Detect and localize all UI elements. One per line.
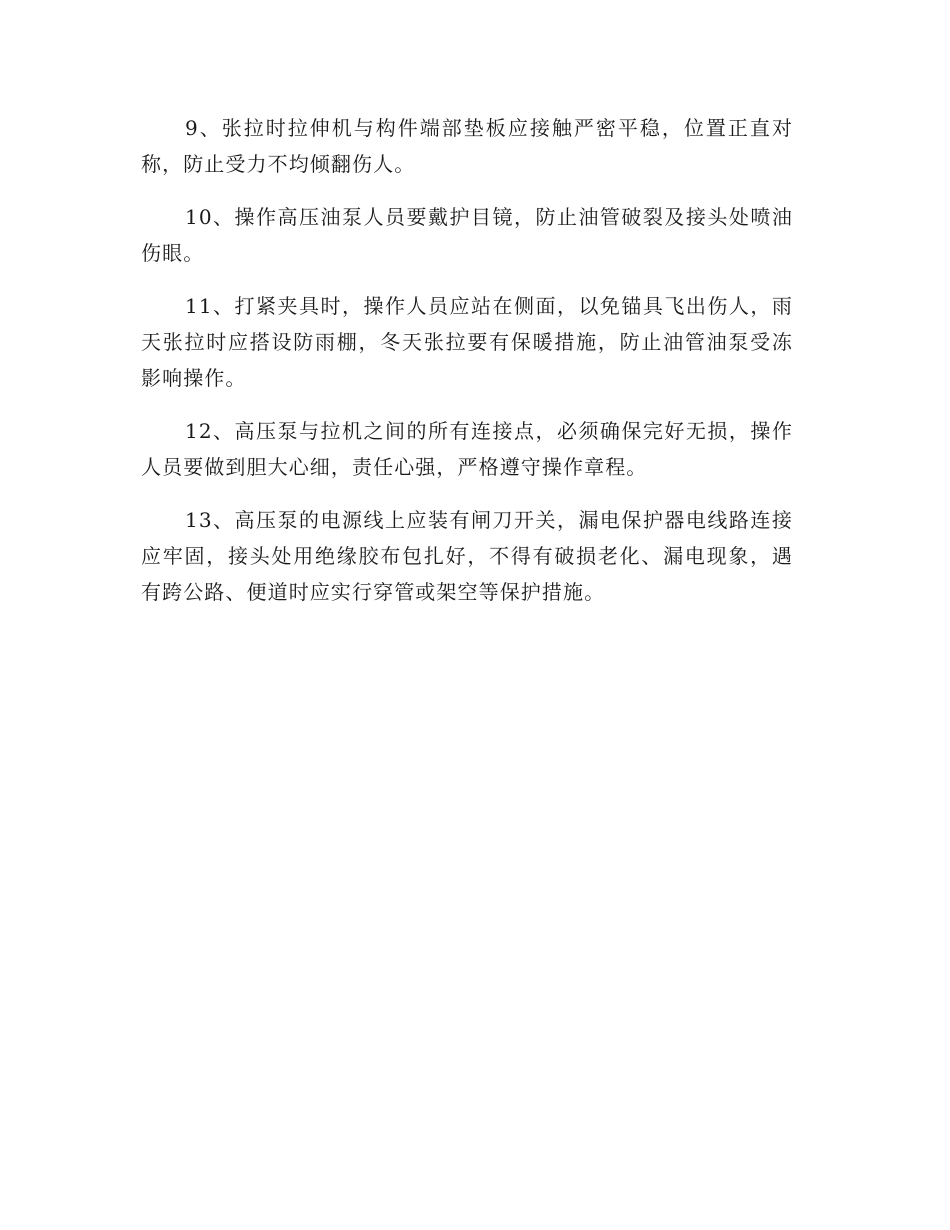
paragraph-item-11: 11、打紧夹具时，操作人员应站在侧面，以免锚具飞出伤人，雨天张拉时应搭设防雨棚，冬天张拉要有保暖措施，防止油管油泵受冻影响操作。 [141,294,793,390]
paragraph-item-9: 9、张拉时拉伸机与构件端部垫板应接触严密平稳，位置正直对称，防止受力不均倾翻伤人。 [141,116,793,176]
paragraph-item-12: 12、高压泵与拉机之间的所有连接点，必须确保完好无损，操作人员要做到胆大心细，责任心强，严格遵守操作章程。 [141,419,793,479]
document-body [141,110,793,627]
paragraph-item-10: 10、操作高压油泵人员要戴护目镜，防止油管破裂及接头处喷油伤眼。 [141,205,793,265]
paragraph-item-13: 13、高压泵的电源线上应装有闸刀开关，漏电保护器电线路连接应牢固，接头处用绝缘胶布包扎好，不得有破损老化、漏电现象，遇有跨公路、便道时应实行穿管或架空等保护措施。 [141,508,793,604]
